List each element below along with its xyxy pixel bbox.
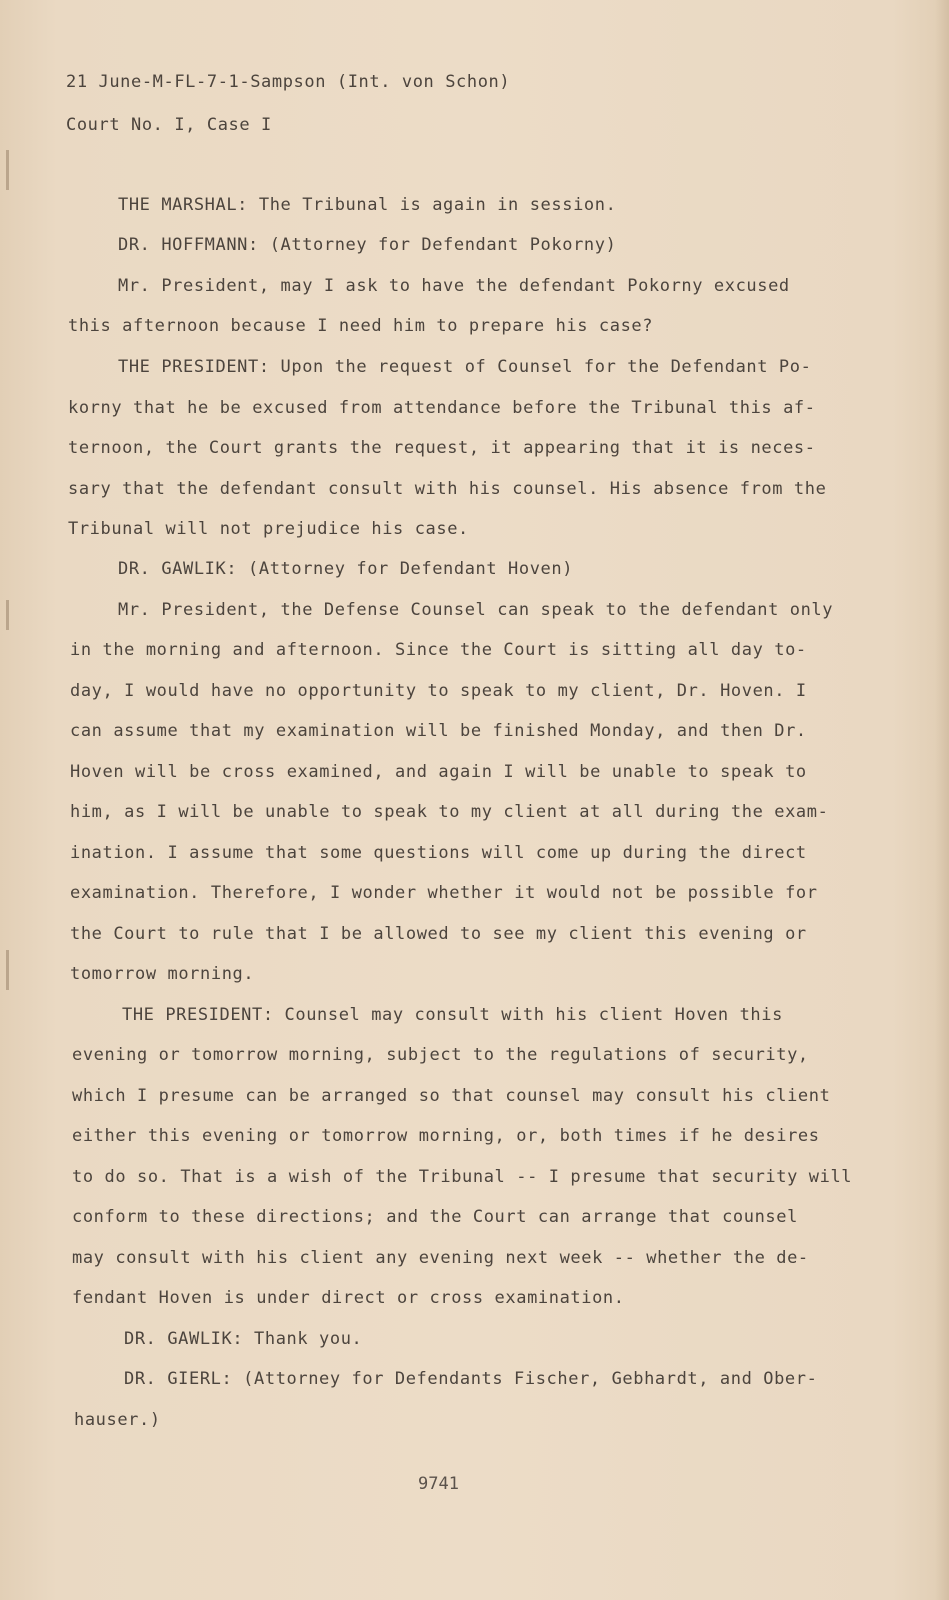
transcript-line: Mr. President, the Defense Counsel can speak to the defendant only	[118, 600, 834, 620]
transcript-line: evening or tomorrow morning, subject to the regulations of security,	[72, 1045, 809, 1065]
page-number: 9741	[418, 1474, 459, 1494]
binding-mark	[6, 150, 9, 190]
transcript-line: him, as I will be unable to speak to my client at all during the exam-	[70, 802, 829, 822]
transcript-line: tomorrow morning.	[70, 964, 255, 984]
transcript-line: this afternoon because I need him to prepare his case?	[68, 316, 654, 336]
transcript-line: examination. Therefore, I wonder whether it would not be possible for	[70, 883, 818, 903]
transcript-line: DR. HOFFMANN: (Attorney for Defendant Pokorny)	[118, 235, 617, 255]
transcript-line: DR. GAWLIK: Thank you.	[124, 1329, 363, 1349]
page-edge-shadow	[935, 0, 949, 1600]
transcript-line: DR. GAWLIK: (Attorney for Defendant Hoven)	[118, 559, 574, 579]
transcript-line: ternoon, the Court grants the request, it appearing that it is neces-	[68, 438, 816, 458]
transcript-line: DR. GIERL: (Attorney for Defendants Fischer, Gebhardt, and Ober-	[124, 1369, 818, 1389]
transcript-line: in the morning and afternoon. Since the Court is sitting all day to-	[70, 640, 807, 660]
transcript-line: conform to these directions; and the Court can arrange that counsel	[72, 1207, 798, 1227]
header-reference: 21 June-M-FL-7-1-Sampson (Int. von Schon)	[66, 72, 511, 92]
transcript-line: THE PRESIDENT: Counsel may consult with his client Hoven this	[122, 1005, 783, 1025]
binding-mark	[6, 600, 9, 630]
transcript-line: THE PRESIDENT: Upon the request of Counsel for the Defendant Po-	[118, 357, 812, 377]
transcript-line: either this evening or tomorrow morning, or, both times if he desires	[72, 1126, 820, 1146]
transcript-line: may consult with his client any evening next week -- whether the de-	[72, 1248, 809, 1268]
transcript-line: sary that the defendant consult with his counsel. His absence from the	[68, 479, 827, 499]
transcript-line: to do so. That is a wish of the Tribunal -- I presume that security will	[72, 1167, 853, 1187]
transcript-line: Mr. President, may I ask to have the defendant Pokorny excused	[118, 276, 790, 296]
transcript-line: Hoven will be cross examined, and again I will be unable to speak to	[70, 762, 807, 782]
header-court: Court No. I, Case I	[66, 115, 272, 135]
transcript-line: korny that he be excused from attendance before the Tribunal this af-	[68, 398, 816, 418]
transcript-line: THE MARSHAL: The Tribunal is again in session.	[118, 195, 617, 215]
transcript-line: day, I would have no opportunity to speak to my client, Dr. Hoven. I	[70, 681, 807, 701]
transcript-line: the Court to rule that I be allowed to see my client this evening or	[70, 924, 807, 944]
transcript-line: Tribunal will not prejudice his case.	[68, 519, 469, 539]
transcript-line: which I presume can be arranged so that counsel may consult his client	[72, 1086, 831, 1106]
transcript-line: hauser.)	[74, 1410, 161, 1430]
binding-mark	[6, 950, 9, 990]
transcript-line: fendant Hoven is under direct or cross examination.	[72, 1288, 625, 1308]
transcript-line: can assume that my examination will be finished Monday, and then Dr.	[70, 721, 807, 741]
transcript-line: ination. I assume that some questions will come up during the direct	[70, 843, 807, 863]
